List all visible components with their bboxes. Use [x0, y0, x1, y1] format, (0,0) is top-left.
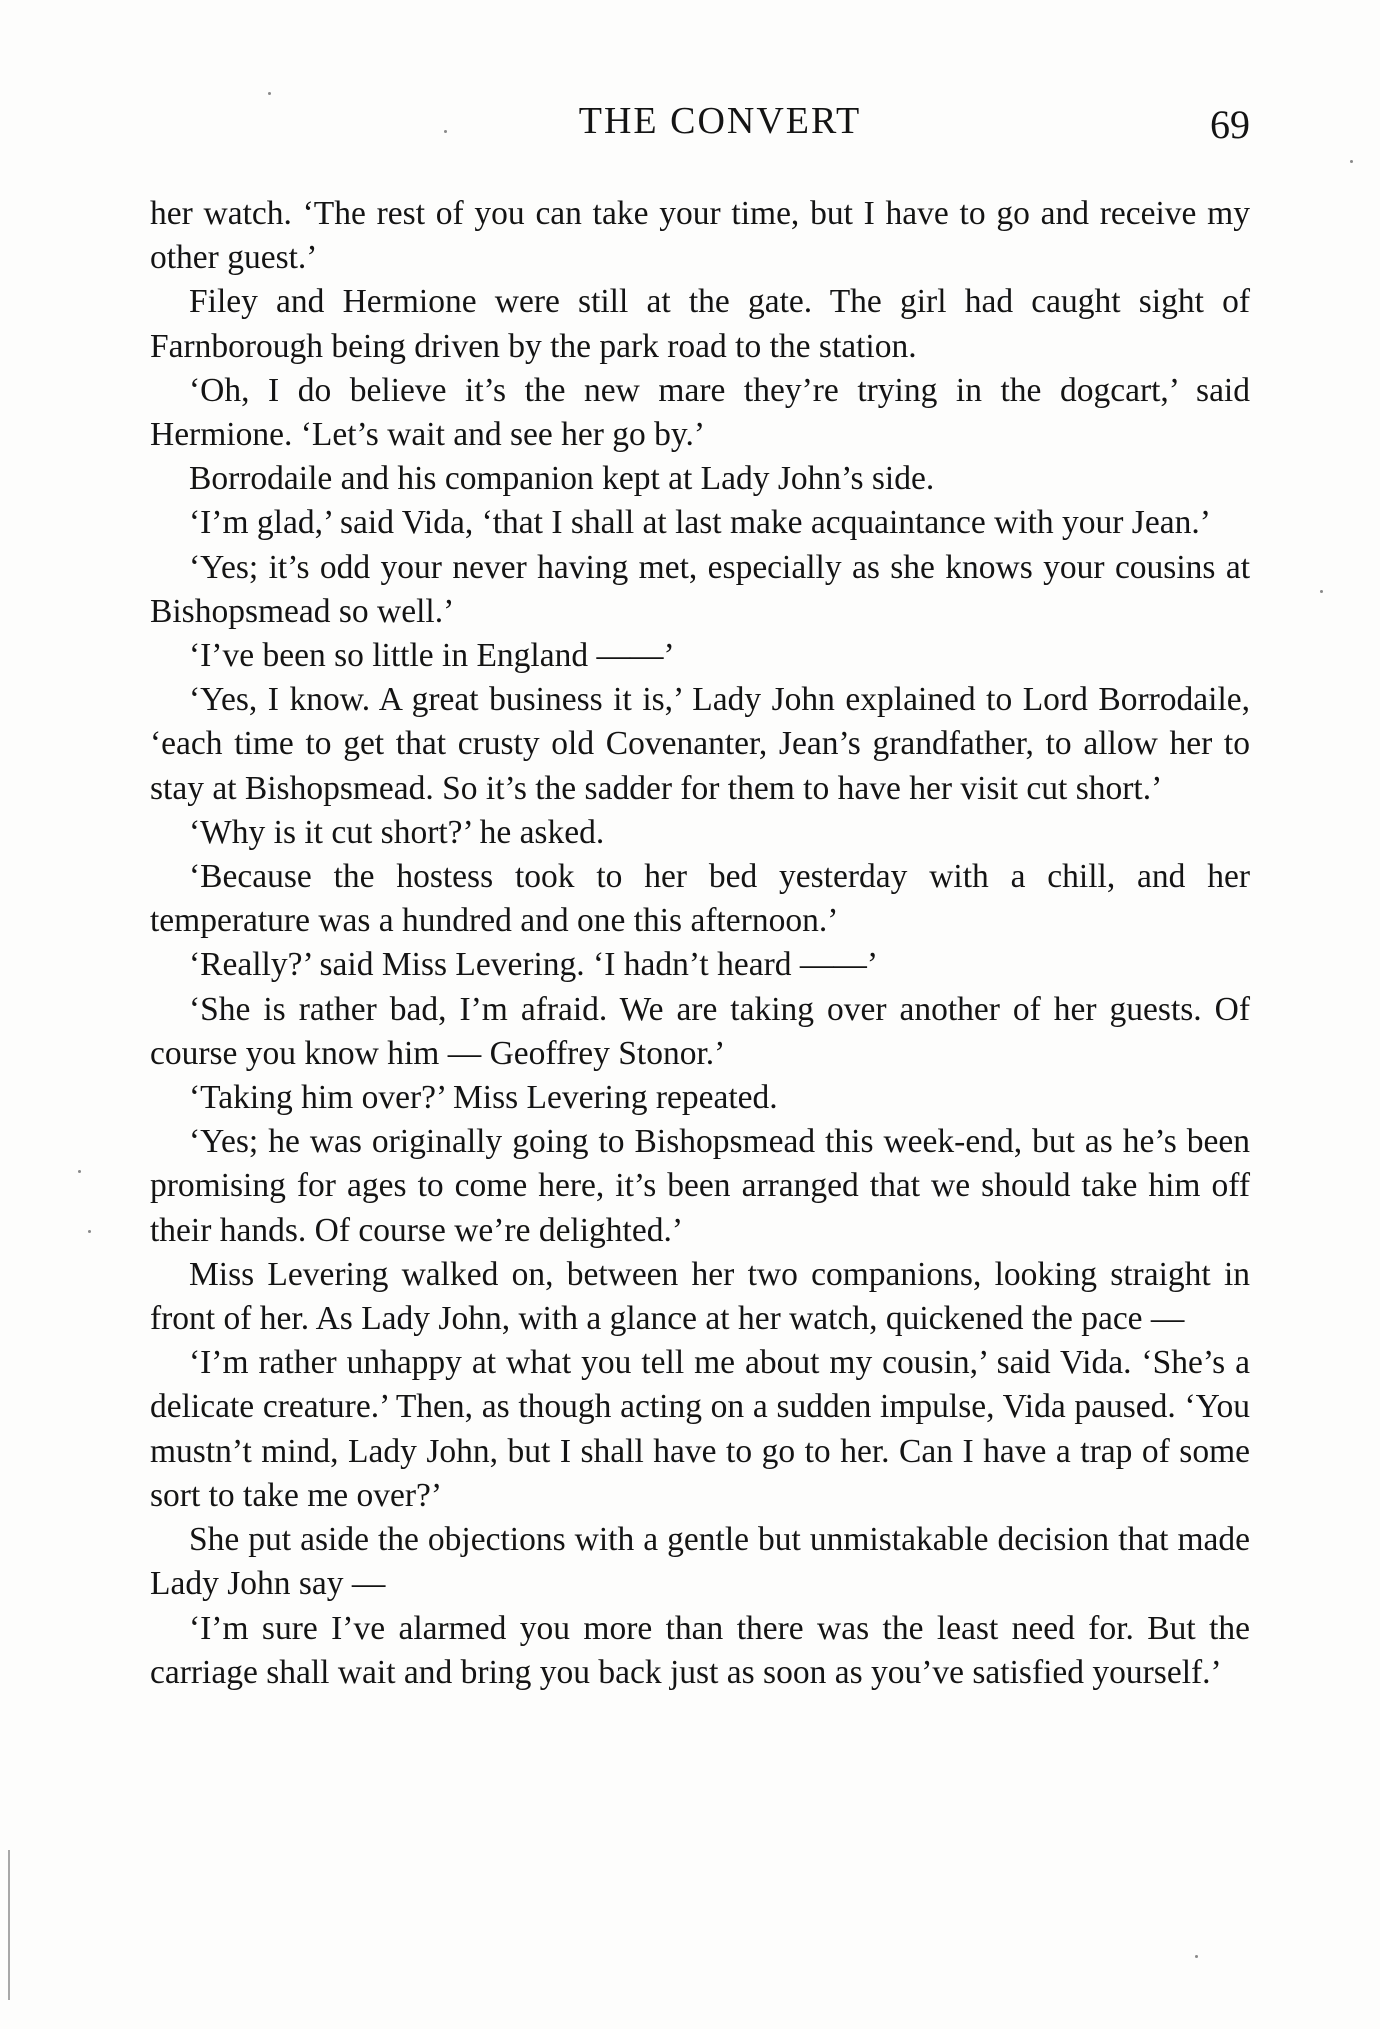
paragraph: ‘Taking him over?’ Miss Levering repeated. — [189, 1079, 778, 1117]
paragraph: ‘Yes; it’s odd your never having met, especially as she knows your cousins at Bishopsmead so well.’ — [150, 548, 1250, 630]
scan-speck — [1350, 160, 1353, 163]
paragraph: Borrodaile and his companion kept at Lady John’s side. — [189, 460, 935, 498]
paragraph: Miss Levering walked on, between her two companions, looking straight in front of her. As Lady John, with a glance at her watch, quickened the pace — — [150, 1255, 1250, 1338]
paragraph: ‘Why is it cut short?’ he asked. — [189, 813, 605, 851]
running-head — [150, 96, 1250, 146]
scan-speck — [444, 130, 447, 133]
paragraph: ‘Because the hostess took to her bed yesterday with a chill, and her temperature was a hundred and one this afternoon.’ — [150, 858, 1250, 940]
paragraph: Filey and Hermione were still at the gate. The girl had caught sight of Farnborough being driven by the park road to the station. — [150, 283, 1250, 365]
paragraph: ‘Really?’ said Miss Levering. ‘I hadn’t heard ——’ — [189, 946, 879, 984]
paragraph: ‘Yes; he was originally going to Bishopsmead this week-end, but as he’s been promising for ages to come here, it’s been arranged that we should take him off their hands. Of course we’re delighted.’ — [150, 1123, 1250, 1249]
paragraph: ‘She is rather bad, I’m afraid. We are taking over another of her guests. Of course you know him — Geoffrey Stonor.’ — [150, 990, 1250, 1072]
paragraph: her watch. ‘The rest of you can take your time, but I have to go and receive my other guest.’ — [150, 195, 1250, 277]
paragraph: ‘Oh, I do believe it’s the new mare they’re trying in the dogcart,’ said Hermione. ‘Let’s wait and see her go by.’ — [150, 371, 1250, 454]
scan-speck — [268, 92, 271, 95]
paragraph: ‘I’m glad,’ said Vida, ‘that I shall at last make acquaintance with your Jean.’ — [189, 504, 1211, 542]
paragraph: ‘I’ve been so little in England ——’ — [189, 637, 675, 675]
paragraph: ‘I’m rather unhappy at what you tell me about my cousin,’ said Vida. ‘She’s a delicate creature.’ Then, as though acting on a sudden impulse, Vida paused. ‘You mustn’t mind, Lady John, but I shall have to go to her. Can I have a trap of some sort to take me over?’ — [150, 1344, 1250, 1514]
scan-speck — [88, 1230, 91, 1233]
gutter-mark — [8, 1850, 10, 2000]
page-number: 69 — [1210, 102, 1250, 147]
body-text — [150, 192, 1250, 1695]
paragraph: ‘I’m sure I’ve alarmed you more than there was the least need for. But the carriage shall wait and bring you back just as soon as you’ve satisfied yourself.’ — [150, 1609, 1250, 1691]
paragraph: She put aside the objections with a gentle but unmistakable decision that made Lady John say — — [150, 1521, 1250, 1603]
paragraph: ‘Yes, I know. A great business it is,’ Lady John explained to Lord Borrodaile, ‘each time to get that crusty old Covenanter, Jean’s grandfather, to allow her to stay at Bishopsmead. So it’s the sadder for them to have her visit cut short.’ — [150, 681, 1250, 807]
running-title: THE CONVERT — [578, 100, 862, 142]
scan-speck — [1320, 590, 1323, 593]
scan-speck — [78, 1170, 81, 1173]
scan-speck — [1195, 1955, 1198, 1958]
